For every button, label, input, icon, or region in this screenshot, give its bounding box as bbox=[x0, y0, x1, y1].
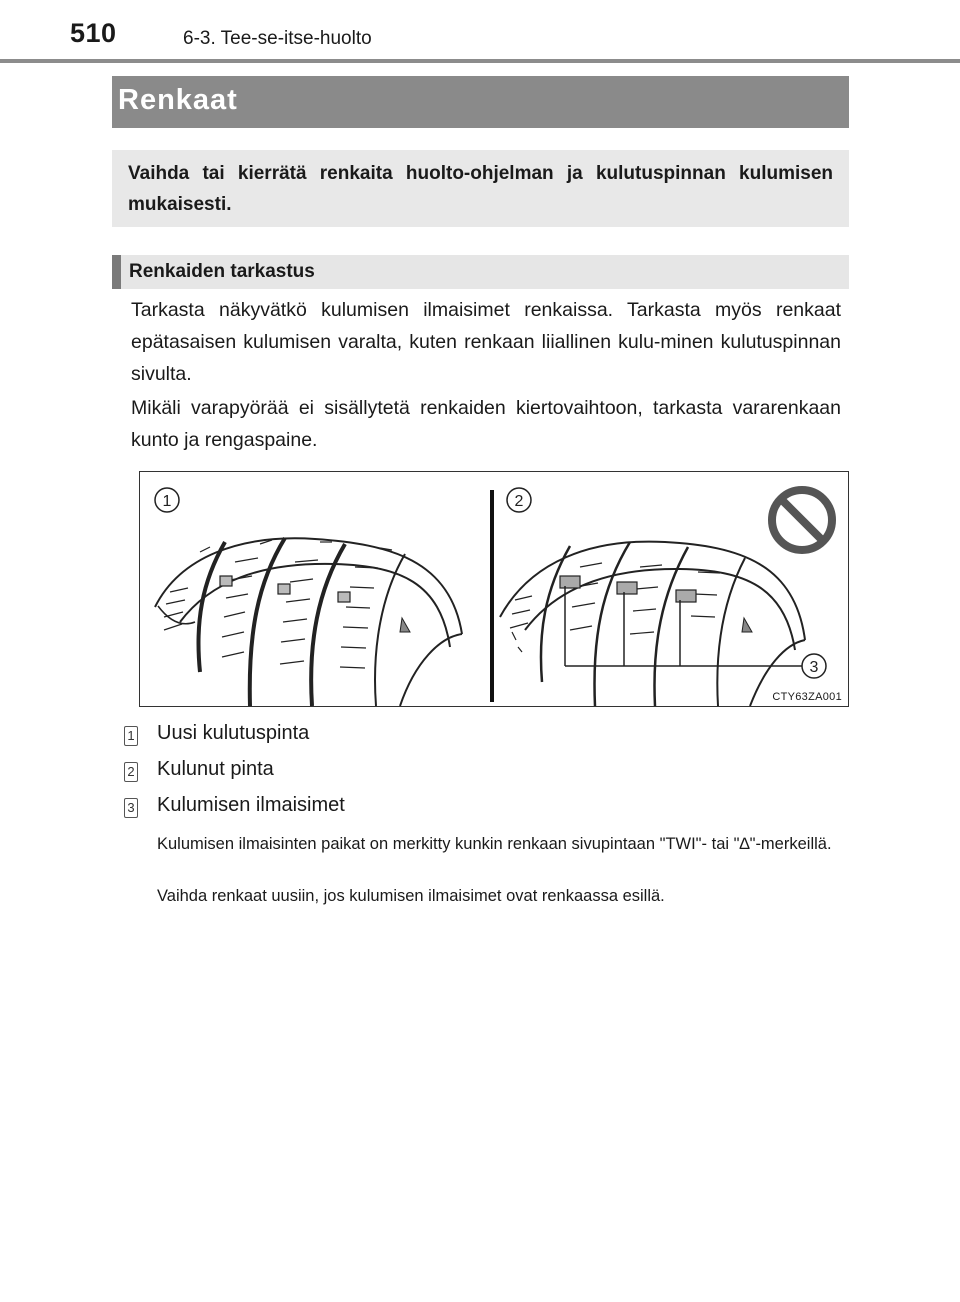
legend-label: Uusi kulutuspinta bbox=[157, 722, 310, 744]
legend-number: 3 bbox=[124, 798, 138, 818]
page-title: Renkaat bbox=[112, 76, 849, 128]
callout-1 bbox=[155, 488, 179, 512]
header-rule bbox=[0, 59, 960, 63]
breadcrumb: 6-3. Tee-se-itse-huolto bbox=[183, 28, 372, 49]
svg-text:1: 1 bbox=[162, 493, 172, 510]
prohibited-icon bbox=[772, 490, 832, 550]
legend-number: 1 bbox=[124, 726, 138, 746]
paragraph-spare: Mikäli varapyörää ei sisällytetä renkaiden kiertovaihtoon, tarkasta vararenkaan kunto ja rengaspaine. bbox=[131, 397, 841, 451]
callout-2 bbox=[507, 488, 531, 512]
svg-text:3: 3 bbox=[809, 659, 819, 676]
tire-figure bbox=[139, 471, 849, 707]
note-replace: Vaihda renkaat uusiin, jos kulumisen ilmaisimet ovat renkaassa esillä. bbox=[157, 887, 665, 905]
figure-code: CTY63ZA001 bbox=[772, 691, 842, 703]
intro-box: Vaihda tai kierrätä renkaita huolto-ohjelman ja kulutuspinnan kulumisen mukaisesti. bbox=[112, 150, 849, 227]
callout-3 bbox=[802, 654, 826, 678]
note-twi: Kulumisen ilmaisinten paikat on merkitty kunkin renkaan sivupintaan "TWI"- tai "∆"-merkeillä. bbox=[157, 835, 832, 853]
paragraph-inspection: Tarkasta näkyvätkö kulumisen ilmaisimet renkaissa. Tarkasta myös renkaat epätasaisen kulumisen varalta, kuten renkaan liiallinen kulu-minen kulutuspinnan sivulta. bbox=[131, 299, 841, 385]
legend-label: Kulunut pinta bbox=[157, 758, 274, 780]
page-number: 510 bbox=[70, 18, 117, 48]
tire-new-tread bbox=[155, 538, 462, 706]
section-heading: Renkaiden tarkastus bbox=[112, 255, 849, 289]
legend-number: 2 bbox=[124, 762, 138, 782]
svg-text:2: 2 bbox=[514, 493, 524, 510]
tire-worn-tread bbox=[500, 542, 810, 706]
legend-label: Kulumisen ilmaisimet bbox=[157, 794, 345, 816]
